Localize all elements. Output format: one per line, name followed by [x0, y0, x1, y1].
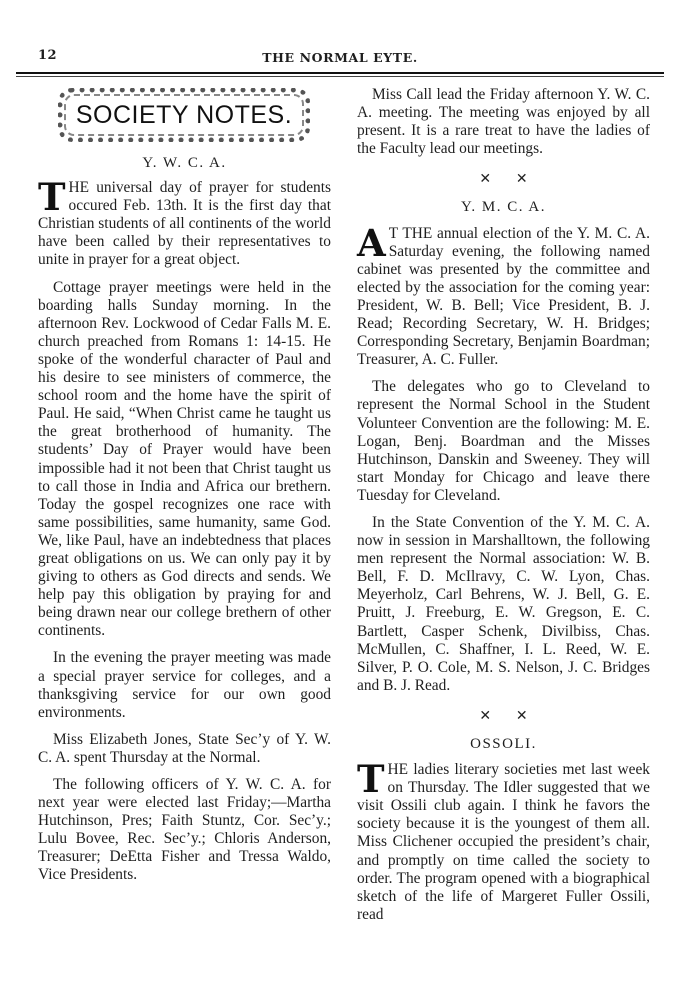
ywca-paragraph-5: The following officers of Y. W. C. A. for next year were elected last Friday;—Martha Hutchinson, Pres; Faith Stuntz, Cor. Sec’y.; Lulu Bovee, Rec. Sec’y.; Chloris Anderson, Treasurer; DeEtta Fisher and Tressa Waldo, Vice Presidents.: [38, 776, 331, 884]
dropcap-letter: A: [357, 220, 386, 265]
ymca-heading: Y. M. C. A.: [461, 199, 546, 216]
right-column: [357, 86, 650, 924]
ywca-paragraph-1: [38, 175, 331, 269]
dropcap-letter: T: [38, 175, 66, 220]
ossoli-paragraph-1: [357, 757, 650, 924]
section-divider-ornament: ✕ ✕: [479, 707, 538, 724]
ywca-paragraph-4: Miss Elizabeth Jones, State Sec’y of Y. W. C. A. spent Thursday at the Normal.: [38, 730, 331, 766]
ywca-paragraph-1-text: HE universal day of prayer for students occured Feb. 13th. It is the first day that Christian students of all continents of the world have been called by their representatives to unite in prayer for a great object.: [38, 179, 331, 269]
left-column: [38, 84, 331, 885]
ymca-paragraph-1-text: T THE annual election of the Y. M. C. A. Saturday evening, the following named cabinet was presented by the committee and elected by the association for the coming year: President, W. B. Bell; Vice President, B. J. Read; Recording Secretary, W. H. Bridges; Corresponding Secretary, Benjamin Boardman; Treasurer, A. C. Fuller.: [357, 224, 650, 369]
ymca-paragraph-3: In the State Convention of the Y. M. C. A. now in session in Marshalltown, the following men represent the Normal association: W. B. Bell, F. D. McIlravy, C. W. Lyon, Chas. Meyerholz, Carl Behrens, W. J. Bell, G. E. Pruitt, J. Freeburg, E. W. Gregson, E. C. Bartlett, Casper Schenk, Divilbiss, Chas. McMullen, C. Shaffner, I. L. Reed, W. E. Silver, P. O. Cole, M. S. Nelson, J. C. Bridges and B. J. Read.: [357, 513, 650, 694]
header-rule-thin: [16, 76, 664, 77]
running-title: THE NORMAL EYTE.: [262, 50, 418, 65]
ywca-paragraph-6: Miss Call lead the Friday afternoon Y. W. C. A. meeting. The meeting was enjoyed by all present. It is a rare treat to have the ladies of the Faculty lead our meetings.: [357, 86, 650, 158]
banner-title: SOCIETY NOTES.: [75, 100, 293, 129]
ossoli-heading: OSSOLI.: [470, 736, 537, 752]
ywca-paragraph-2: Cottage prayer meetings were held in the boarding halls Sunday morning. In the afternoon Rev. Lockwood of Cedar Falls M. E. church preached from Romans 1: 14-15. He spoke of the wonderful character of Paul and his desire to see ministers of commerce, the school room and the home have the spirit of Paul. He said, “When Christ came he taught us the great brotherhood of humanity. The students’ Day of Prayer would have been impossible had it not been that Christ taught us to call those in India and Africa our brethern. Today the gospel recognizes one race with same possibilities, same humanity, same God. We, like Paul, have an indebtedness that places great obligations on us. We can only pay it by giving to others as God directs and sends. We help pay this obligation by praying for and being drawn near our college brethern of other continents.: [38, 278, 331, 640]
dropcap-letter: T: [357, 757, 385, 802]
ymca-paragraph-1: [357, 220, 650, 370]
page-number: 12: [38, 48, 58, 63]
society-notes-banner: [58, 88, 310, 142]
section-divider-ornament: ✕ ✕: [479, 171, 538, 188]
ywca-paragraph-3: In the evening the prayer meeting was made a special prayer service for colleges, and a thanksgiving service for our own good environments.: [38, 649, 331, 721]
ywca-heading: Y. W. C. A.: [142, 155, 227, 171]
ossoli-paragraph-1-text: HE ladies literary societies met last week on Thursday. The Idler suggested that we visit Ossili club again. I think he favors the society because it is the youngest of them all. Miss Clichener occupied the president’s chair, and promptly on time called the society to order. The program opened with a biographical sketch of the life of Margeret Fuller Ossili, read: [357, 761, 650, 923]
header-rule-thick: [16, 72, 664, 74]
ymca-paragraph-2: The delegates who go to Cleveland to represent the Normal School in the Student Volunteer Convention are the following: M. E. Logan, Benj. Boardman and the Misses Hutchinson, Danskin and Sweeney. They will start Monday for Chicago and leave there Tuesday for Cleveland.: [357, 378, 650, 504]
